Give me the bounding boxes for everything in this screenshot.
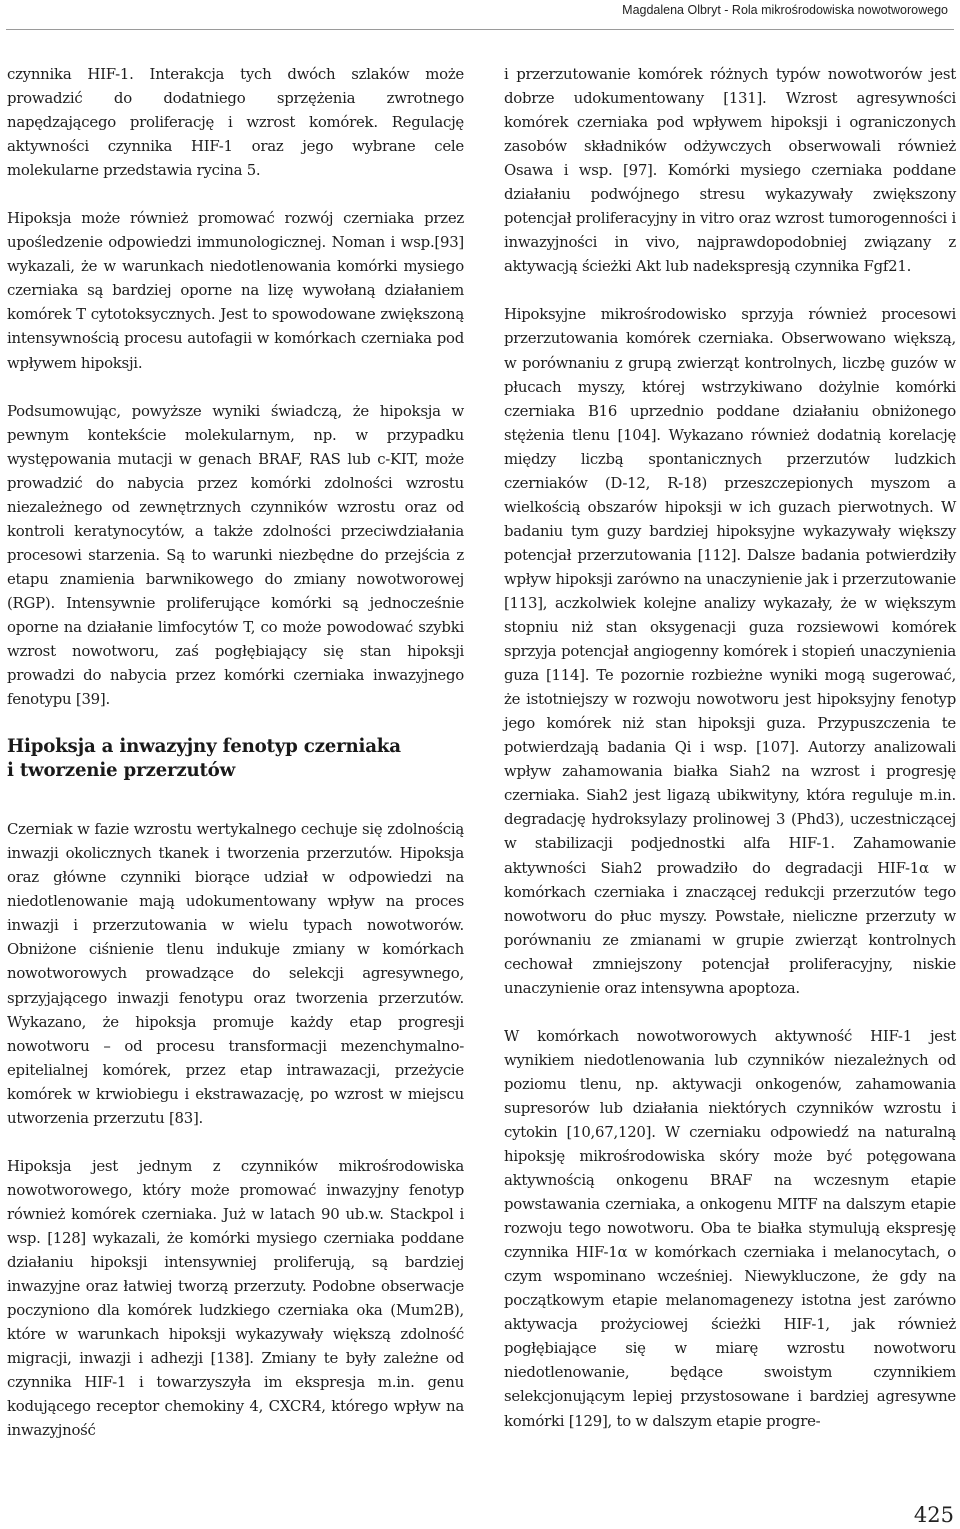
left-paragraph-2: Hipoksja może również promować rozwój czerniaka przez upośledzenie odpowiedzi immunologicznej. Noman i wsp.[93] wykazali, że w warunkach niedotlenowania komórki mysiego czerniaka są bardziej oporne na lizę wywołaną działaniem komórek T cytotoksycznych. Jest to spowodowane zwiększoną intensywnością procesu autofagii w komórkach czerniaka pod wpływem hipoksji.: [7, 209, 464, 372]
left-paragraph-4: Czerniak w fazie wzrostu wertykalnego cechuje się zdolnością inwazji okolicznych tkanek i tworzenia przerzutów. Hipoksja oraz główne czynniki biorące udział w odpowiedzi na niedotlenowanie mają udokumentowany wpływ na proces inwazji i przerzutowania w wielu typach nowotworów. Obniżone ciśnienie tlenu indukuje zmiany w komórkach nowotworowych prowadzące do selekcji agresywnego, sprzyjającego inwazji fenotypu oraz tworzenia przerzutów. Wykazano, że hipoksja promuje każdy etap progresji nowotworu – od procesu transformacji mezenchymalno-epitelialnej komórek, przez etap intrawazacji, przeżycie komórek w krwiobiegu i ekstrawazację, po wzrost w miejscu utworzenia przerzutu [83].: [7, 820, 464, 1127]
right-paragraph-1: i przerzutowanie komórek różnych typów nowotworów jest dobrze udokumentowany [131]. Wzrost agresywności komórek czerniaka pod wpływem hipoksji i ograniczonych zasobów składników odżywczych obserwowali również Osawa i wsp. [97]. Komórki mysiego czerniaka poddane działaniu podwójnego stresu wykazywały zwiększony potencjał proliferacyjny in vitro oraz wzrost tumorogenności i inwazyjności in vivo, najprawdopodobniej związany z aktywacją ścieżki Akt lub nadekspresją czynnika Fgf21.: [504, 65, 956, 276]
section-heading-line-2: i tworzenie przerzutów: [7, 760, 236, 782]
left-paragraph-1: czynnika HIF-1. Interakcja tych dwóch szlaków może prowadzić do dodatniego sprzężenia zwrotnego napędzającego proliferację i wzrost komórek. Regulację aktywności czynnika HIF-1 oraz jego wybrane cele molekularne przedstawia rycina 5.: [7, 65, 464, 180]
right-paragraph-3: W komórkach nowotworowych aktywność HIF-1 jest wynikiem niedotlenowania lub czynników niezależnych od poziomu tlenu, np. aktywacji onkogenów, zahamowania supresorów lub działania niektórych czynników wzrostu i cytokin [10,67,120]. W czerniaku odpowiedź na naturalną hipoksję mikrośrodowiska skóry może być potęgowana aktywnością onkogenu BRAF na wczesnym etapie powstawania czerniaka, a onkogenu MITF na dalszym etapie rozwoju tego nowotworu. Oba te białka stymulują ekspresję czynnika HIF-1α w komórkach czerniaka i melanocytach, o czym wspominano wcześniej. Niewykluczone, że gdy na początkowym etapie melanomagenezy istotna jest zarówno aktywacja prożyciowej ścieżki HIF-1, jak również pogłębiające się w miarę wzrostu nowotworu niedotlenowanie, będące swoistym czynnikiem selekcjonującym lepiej przystosowane i bardziej agresywne komórki [129], to w dalszym etapie progre-: [504, 1026, 956, 1430]
header-divider: [6, 29, 954, 30]
left-paragraph-5: Hipoksja jest jednym z czynników mikrośrodowiska nowotworowego, który może promować inwazyjny fenotyp również komórek czerniaka. Już w latach 90 ub.w. Stackpol i wsp. [128] wykazali, że komórki mysiego czerniaka poddane działaniu hipoksji intensywniej proliferują, są bardziej inwazyjne oraz łatwiej tworzą przerzuty. Podobne obserwacje poczyniono dla komórek ludzkiego czerniaka oka (Mum2B), które w warunkach hipoksji wykazywały większą zdolność migracji, inwazji i adhezji [138]. Zmiany te były zależne od czynnika HIF-1 i towarzyszyła im ekspresja m.in. genu kodującego receptor chemokiny 4, CXCR4, którego wpływ na inwazyjność: [7, 1156, 464, 1440]
running-head-title: Magdalena Olbryt - Rola mikrośrodowiska nowotworowego: [622, 3, 948, 17]
right-paragraph-2: Hipoksyjne mikrośrodowisko sprzyja również procesowi przerzutowania komórek czerniaka. Obserwowano większą, w porównaniu z grupą zwierząt kontrolnych, liczbę guzów w płucach myszy, której wstrzykiwano dożylnie komórki czerniaka B16 uprzednio poddane działaniu obniżonego stężenia tlenu [104]. Wykazano również dodatnią korelację między liczbą spontanicznych przerzutów ludzkich czerniaków (D-12, R-18) przeszczepionych myszom a wielkością obszarów hipoksji w ich guzach pierwotnych. W badaniu tym guzy bardziej hipoksyjne wykazywały większy potencjał przerzutowania [112]. Dalsze badania potwierdziły wpływ hipoksji zarówno na unaczynienie jak i przerzutowanie [113], aczkolwiek kolejne analizy wykazały, że w większym stopniu niż stan oksygenacji guza rozsiewowi komórek sprzyja potencjał angiogenny komórek i stopień unaczynienia guza [114]. Te pozornie rozbieżne wyniki mogą sugerować, że istotniejszy w rozwoju nowotworu jest hipoksyjny fenotyp jego komórek niż stan hipoksji guza. Przypuszczenia te potwierdzają badania Qi i wsp. [107]. Autorzy analizowali wpływ zahamowania białka Siah2 na wzrost i progresję czerniaka. Siah2 jest ligazą ubikwityny, która reguluje m.in. degradację hydroksylazy prolinowej 3 (Phd3), uczestniczącej w stabilizacji podjednostki alfa HIF-1. Zahamowanie aktywności Siah2 prowadziło do degradacji HIF-1α w komórkach czerniaka i znaczącej redukcji przerzutów tego nowotworu do płuc myszy. Powstałe, nieliczne przerzuty w porównaniu ze zmianami w grupie zwierząt kontrolnych cechował zmniejszony potencjał proliferacyjny, niskie unaczynienie oraz intensywna apoptoza.: [504, 305, 956, 997]
page-number: 425: [913, 1503, 954, 1527]
section-heading-line-1: Hipoksja a inwazyjny fenotyp czerniaka: [7, 736, 401, 758]
right-column: [504, 62, 956, 1433]
left-column: [7, 62, 464, 1442]
left-paragraph-3: Podsumowując, powyższe wyniki świadczą, że hipoksja w pewnym kontekście molekularnym, np. w przypadku występowania mutacji w genach BRAF, RAS lub c-KIT, może prowadzić do nabycia przez komórki zdolności wzrostu niezależnego od zewnętrznych czynników wzrostu oraz od kontroli keratynocytów, a także zdolności przeciwdziałania procesowi starzenia. Są to warunki niezbędne do przejścia z etapu znamienia barwnikowego do zmiany nowotworowej (RGP). Intensywnie proliferujące komórki są jednocześnie oporne na działanie limfocytów T, co może powodować szybki wzrost nowotworu, zaś pogłębiający się stan hipoksji prowadzi do nabycia przez komórki czerniaka inwazyjnego fenotypu [39].: [7, 401, 464, 709]
section-heading: [7, 735, 464, 783]
